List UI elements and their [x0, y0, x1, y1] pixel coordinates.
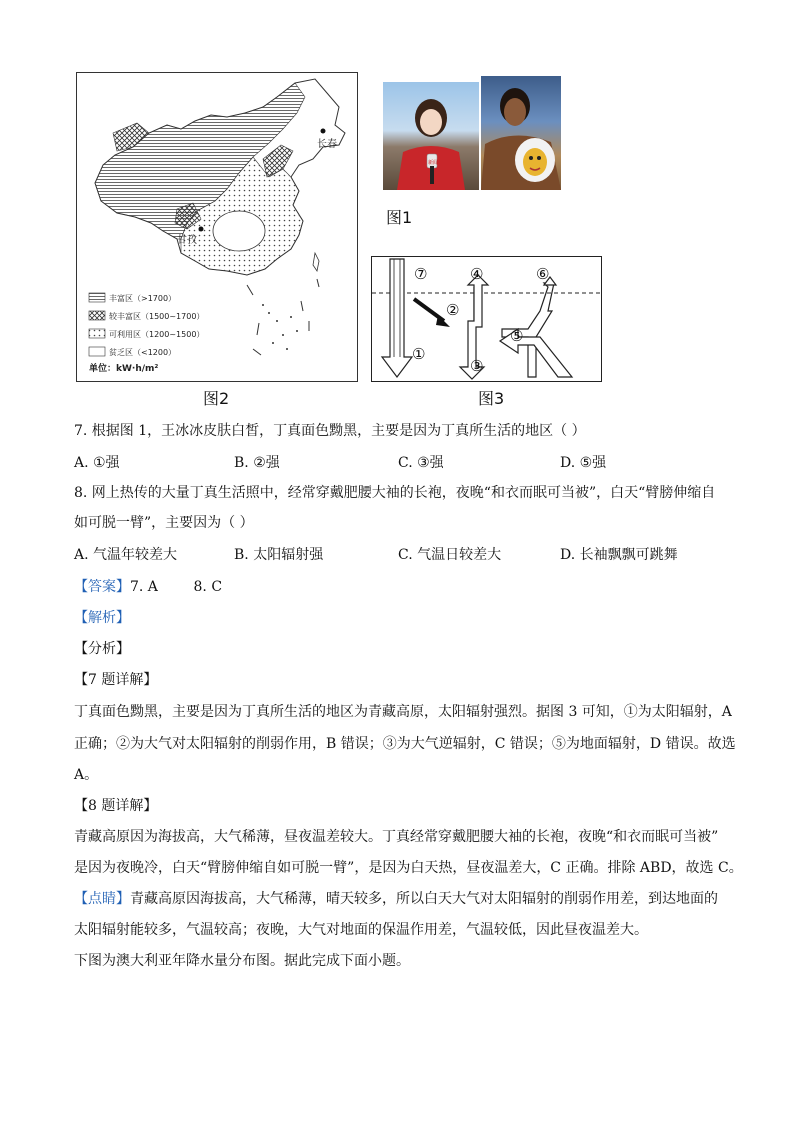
q7-stem: 7. 根据图 1，王冰冰皮肤白皙，丁真面色黝黑，主要是因为丁真所生活的地区（ ）	[74, 423, 586, 439]
q8-option-d[interactable]: D. 长袖飘飘可跳舞	[560, 547, 678, 563]
q7-option-d[interactable]: D. ⑤强	[560, 455, 607, 471]
q7-detail-line1: 丁真面色黝黑，主要是因为丁真所生活的地区为青藏高原，太阳辐射强烈。据图 3 可知，①为太阳辐射，A	[74, 704, 732, 720]
label-3: ③	[470, 357, 484, 375]
dianjing-tag: 【点睛】	[74, 891, 130, 907]
poor-region	[213, 211, 265, 251]
q8-options	[74, 544, 734, 566]
south-sea-islands	[262, 304, 298, 350]
map-unit: 单位：kW·h/m²	[89, 364, 159, 374]
answer-text: 7. A 8. C	[130, 579, 223, 595]
reporter-illustration	[383, 82, 479, 190]
q8-detail-line2: 是因为夜晚冷，白天“臂膀伸缩自如可脱一臂”，是因为白天热，昼夜温差大，C 正确。排除 ABD，故选 C。	[74, 860, 743, 876]
china-map-graphic	[77, 73, 357, 381]
taiwan	[313, 253, 319, 271]
fig1-caption: 图1	[386, 208, 413, 227]
label-6: ⑥	[536, 265, 550, 283]
legend-fairly-rich: 较丰富区（1500~1700）	[109, 312, 205, 321]
fig2-caption: 图2	[203, 389, 230, 408]
changchun-marker	[321, 129, 326, 134]
q7-options	[74, 452, 734, 474]
next-intro: 下图为澳大利亚年降水量分布图。据此完成下面小题。	[74, 953, 410, 969]
answer-tag: 【答案】	[74, 579, 130, 595]
photo-reporter	[383, 82, 479, 190]
mic-flag-text: 新闻	[428, 160, 439, 166]
q7-detail-line2: 正确；②为大气对太阳辐射的削弱作用，B 错误；③为大气逆辐射，C 错误；⑤为地面辐射，D 错误。故选	[74, 736, 736, 752]
q8-option-b[interactable]: B. 太阳辐射强	[234, 547, 324, 563]
q7-detail-tag: 【7 题详解】	[74, 672, 158, 688]
atmosphere-radiation-diagram	[371, 256, 602, 382]
q8-option-a[interactable]: A. 气温年较差大	[74, 547, 178, 563]
ganzi-label: 甘孜	[177, 235, 197, 246]
label-4: ④	[470, 265, 484, 283]
label-5: ⑤	[510, 327, 524, 345]
q8-stem-line2: 如可脱一臂”，主要因为（ ）	[74, 515, 254, 531]
fig3-caption: 图3	[478, 389, 505, 408]
label-7: ⑦	[414, 265, 428, 283]
dianjing-line2: 太阳辐射能较多，气温较高；夜晚，大气对地面的保温作用差，气温较低，因此昼夜温差大。	[74, 922, 648, 938]
map-legend	[89, 293, 204, 374]
changchun-label: 长春	[317, 139, 337, 150]
q7-detail-line3: A。	[74, 767, 99, 783]
fenxi-tag: 【分析】	[74, 641, 130, 657]
radiation-arrows-graphic	[372, 257, 601, 381]
dianjing-line1	[74, 888, 718, 910]
legend-poor: 贫乏区（<1200）	[109, 348, 177, 357]
dingzhen-illustration	[481, 76, 561, 190]
answer-line	[74, 576, 222, 598]
q8-detail-tag: 【8 题详解】	[74, 798, 158, 814]
solar-radiation-map	[76, 72, 358, 382]
label-2: ②	[446, 301, 460, 319]
q8-stem-line1: 8. 网上热传的大量丁真生活照中，经常穿戴肥腰大袖的长袍，夜晚“和衣而眠可当被”，白天“臂膀伸缩自	[74, 485, 716, 501]
ganzi-marker	[199, 227, 204, 232]
q8-detail-line1: 青藏高原因为海拔高，大气稀薄，昼夜温差较大。丁真经常穿戴肥腰大袖的长袍，夜晚“和衣而眠可当被”	[74, 829, 719, 845]
south-sea-boundary	[247, 279, 319, 355]
q7-option-c[interactable]: C. ③强	[398, 455, 444, 471]
analysis-tag: 【解析】	[74, 610, 130, 626]
label-1: ①	[412, 345, 426, 363]
q7-option-a[interactable]: A. ①强	[74, 455, 120, 471]
dianjing-text1: 青藏高原因海拔高，大气稀薄，晴天较多，所以白天大气对太阳辐射的削弱作用差，到达地面的	[130, 891, 718, 907]
legend-usable: 可利用区（1200~1500）	[109, 330, 205, 339]
q8-option-c[interactable]: C. 气温日较差大	[398, 547, 502, 563]
legend-rich: 丰富区（>1700）	[109, 294, 177, 303]
q7-option-b[interactable]: B. ②强	[234, 455, 280, 471]
photo-dingzhen	[481, 76, 561, 190]
